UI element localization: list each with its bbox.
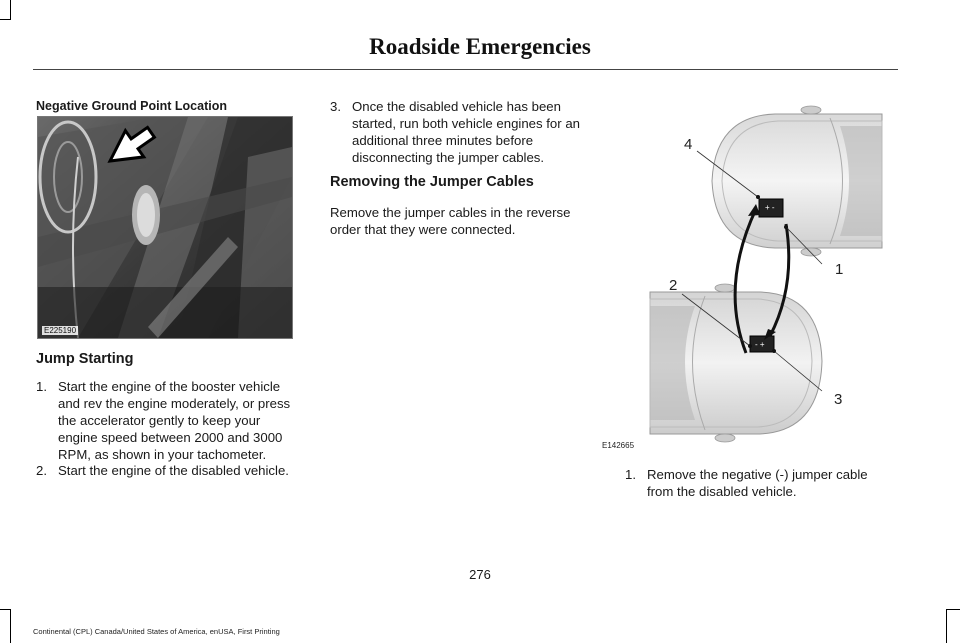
- jump-starting-heading: Jump Starting: [36, 351, 134, 367]
- footer-text: Continental (CPL) Canada/United States of America, enUSA, First Printing: [33, 627, 280, 636]
- removing-cables-heading: Removing the Jumper Cables: [330, 174, 534, 190]
- removing-cables-text: Remove the jumper cables in the reverse order that they were connected.: [330, 205, 571, 237]
- crop-mark: [0, 609, 11, 610]
- diagram-reference-id: E142665: [602, 441, 635, 450]
- callout-3: 3: [834, 391, 843, 408]
- crop-mark: [0, 19, 11, 20]
- callout-1: 1: [835, 261, 844, 278]
- engine-bay-photo: [37, 116, 293, 339]
- battery-terminals-bottom: - +: [755, 340, 765, 349]
- page-title: Roadside Emergencies: [369, 34, 591, 59]
- callout-2: 2: [669, 277, 678, 294]
- figure-caption: Negative Ground Point Location: [36, 99, 227, 113]
- crop-mark: [946, 609, 960, 610]
- crop-mark: [10, 609, 11, 643]
- battery-terminals-top: + -: [765, 203, 775, 212]
- page-number: 276: [469, 567, 491, 582]
- header-divider: [33, 69, 898, 70]
- callout-4: 4: [684, 136, 693, 153]
- photo-reference-id: E225190: [44, 326, 77, 335]
- crop-mark: [946, 609, 947, 643]
- jumper-cable-diagram: [600, 96, 900, 456]
- crop-mark: [10, 0, 11, 20]
